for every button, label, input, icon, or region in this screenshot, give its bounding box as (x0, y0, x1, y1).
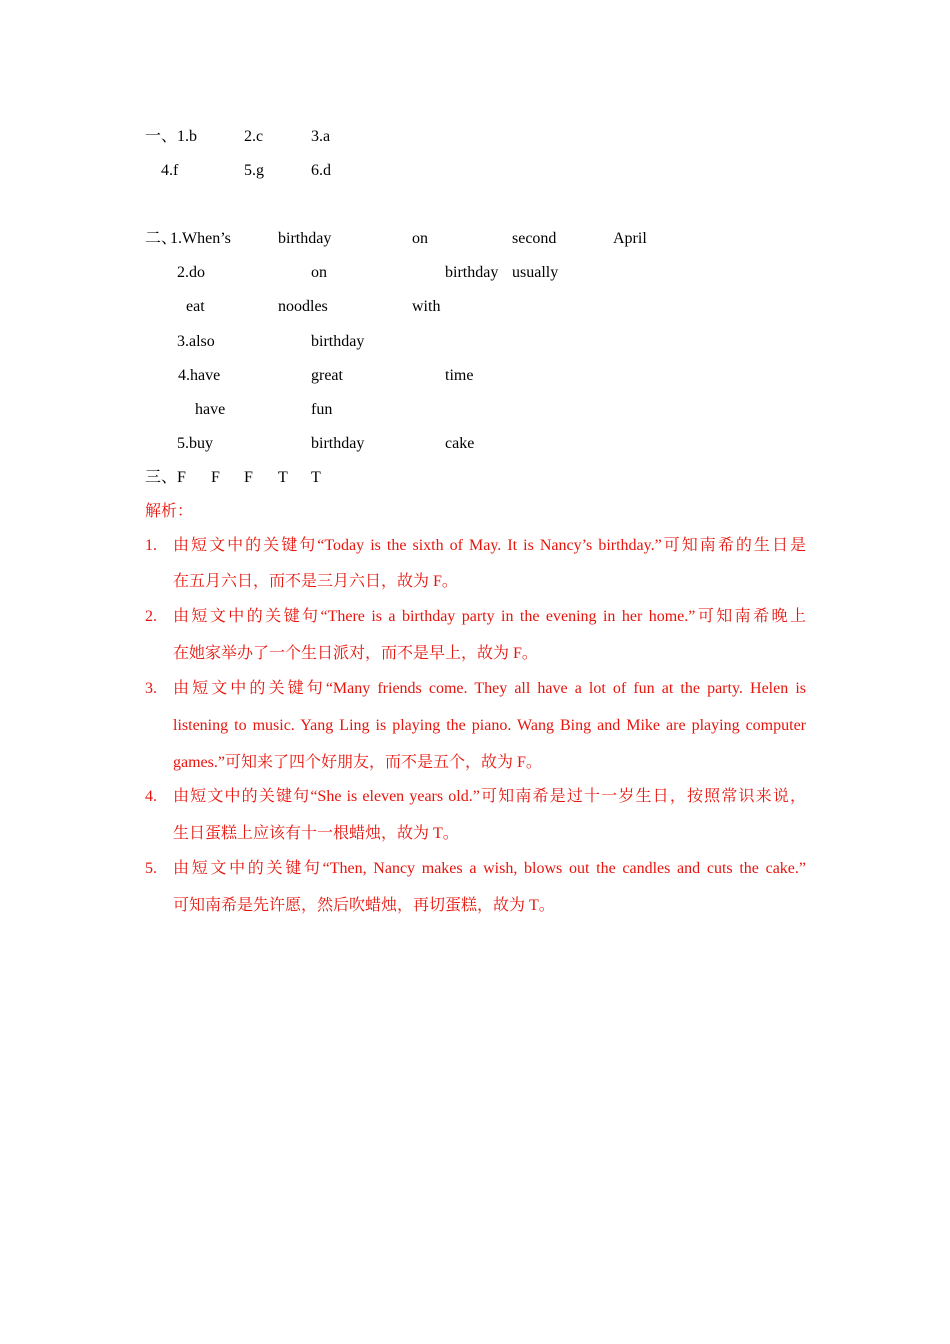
analysis-item-number: 3. (145, 680, 157, 697)
analysis-line: games.”可知来了四个好朋友，而不是五个，故为 F。 (173, 754, 542, 771)
section2-word: noodles (278, 298, 328, 315)
section1-answer: 2.c (244, 128, 264, 145)
section2-word: 1.When’s (170, 230, 231, 247)
section3-answer: F (177, 469, 186, 486)
section1-answer: 6.d (311, 162, 331, 179)
section3-answer: F (211, 469, 220, 486)
section2-word: time (445, 367, 474, 384)
analysis-line: 可知南希是先许愿，然后吹蜡烛，再切蛋糕，故为 T。 (173, 897, 555, 914)
section2-word: with (412, 298, 441, 315)
analysis-line: 由短文中的关键句“She is eleven years old.”可知南希是过十一岁生日，按照常识来说， (173, 788, 806, 805)
analysis-line: 由短文中的关键句“Many friends come. They all have a lot of fun at the party. Helen is (173, 680, 806, 697)
section3-label: 三、 (145, 469, 178, 486)
analysis-line: 由短文中的关键句“There is a birthday party in the evening in her home.”可知南希晚上 (173, 608, 806, 625)
section3-answer: T (278, 469, 288, 486)
section2-word: great (311, 367, 343, 384)
analysis-line: listening to music. Yang Ling is playing the piano. Wang Bing and Mike are playing computer (173, 717, 806, 734)
section2-word: birthday (311, 333, 365, 350)
section1-answer: 5.g (244, 162, 264, 179)
section1-answer: 1.b (177, 128, 197, 145)
section3-answer: F (244, 469, 253, 486)
section2-label: 二、 (145, 230, 178, 247)
section2-word: on (412, 230, 428, 247)
section2-word: cake (445, 435, 475, 452)
analysis-line: 在五月六日，而不是三月六日，故为 F。 (173, 573, 458, 590)
section2-word: 3.also (177, 333, 215, 350)
section2-word: second (512, 230, 557, 247)
section3-answer: T (311, 469, 321, 486)
analysis-item-number: 2. (145, 608, 157, 625)
analysis-line: 在她家举办了一个生日派对，而不是早上，故为 F。 (173, 645, 538, 662)
section2-word: have (195, 401, 226, 418)
section2-word: birthday (278, 230, 332, 247)
analysis-item-number: 4. (145, 788, 157, 805)
section1-label: 一、 (145, 128, 178, 145)
section2-word: eat (186, 298, 205, 315)
analysis-line: 由短文中的关键句“Then, Nancy makes a wish, blows out the candles and cuts the cake.” (173, 860, 806, 877)
analysis-item-number: 5. (145, 860, 157, 877)
section1-answer: 4.f (161, 162, 179, 179)
section1-answer: 3.a (311, 128, 331, 145)
analysis-line: 生日蛋糕上应该有十一根蜡烛，故为 T。 (173, 825, 459, 842)
analysis-item-number: 1. (145, 537, 157, 554)
section2-word: fun (311, 401, 333, 418)
section2-word: 4.have (178, 367, 221, 384)
section2-word: birthday (311, 435, 365, 452)
section2-word: 5.buy (177, 435, 213, 452)
section2-word: usually (512, 264, 559, 281)
section2-word: 2.do (177, 264, 205, 281)
section2-word: birthday (445, 264, 499, 281)
section2-word: April (613, 230, 647, 247)
section2-word: on (311, 264, 327, 281)
analysis-heading: 解析： (145, 503, 194, 520)
analysis-line: 由短文中的关键句“Today is the sixth of May. It is Nancy’s birthday.”可知南希的生日是 (173, 537, 806, 554)
